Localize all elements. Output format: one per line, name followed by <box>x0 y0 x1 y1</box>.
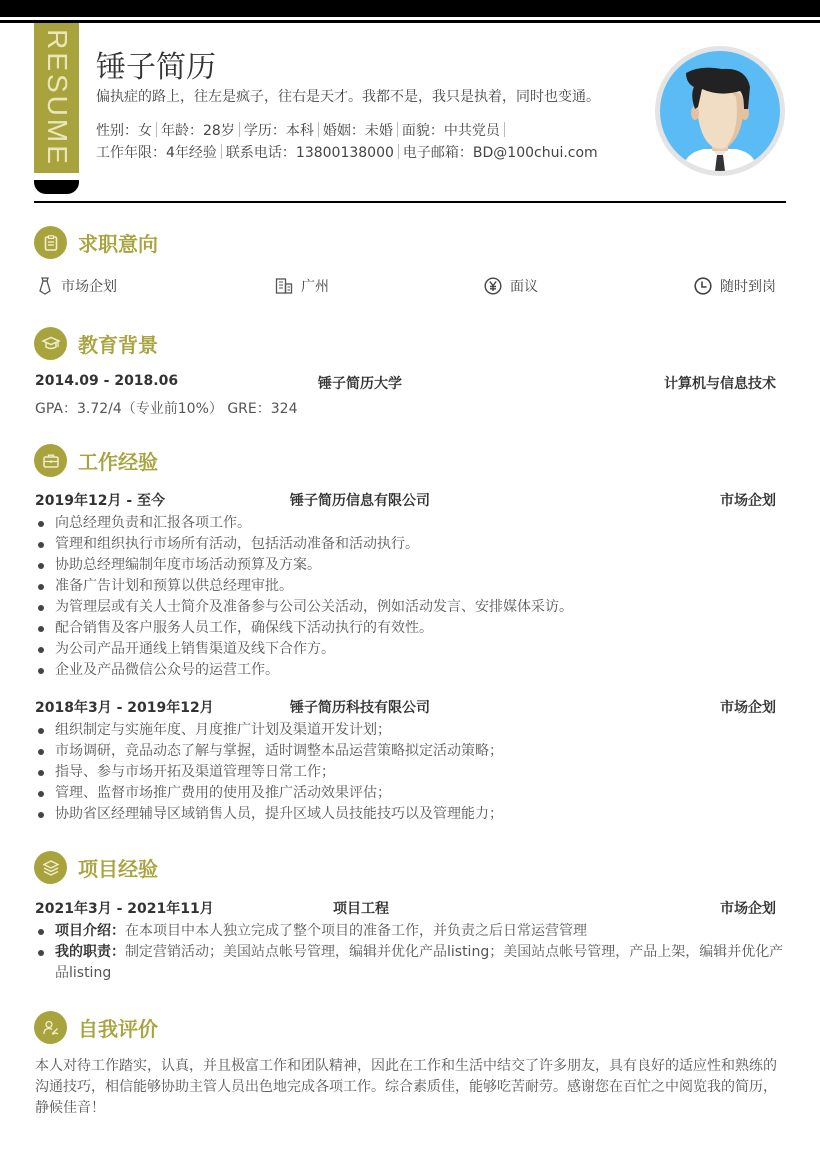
separator <box>156 122 157 137</box>
graduation-cap-icon <box>34 327 67 360</box>
avatar <box>655 46 785 176</box>
project-period: 2021年3月 - 2021年11月 <box>35 901 214 917</box>
project-name: 项目工程 <box>333 901 389 917</box>
header-divider <box>34 201 786 203</box>
project-details <box>35 921 785 984</box>
section-header-projects <box>34 851 158 884</box>
education-major: 计算机与信息技术 <box>664 376 776 392</box>
list-item: 为公司产品开通线上销售渠道及线下合作方。 <box>35 639 785 660</box>
education-entry-header <box>35 373 776 393</box>
list-item <box>35 921 785 942</box>
project-role: 市场企划 <box>720 901 776 917</box>
intent-position <box>37 276 117 296</box>
separator <box>504 122 505 137</box>
candidate-name: 锤子简历 <box>96 50 216 85</box>
list-item: 配合销售及客户服务人员工作，确保线下活动执行的有效性。 <box>35 618 785 639</box>
work-2-company: 锤子简历科技有限公司 <box>290 700 430 716</box>
education-detail: GPA：3.72/4（专业前10%） GRE：324 <box>35 401 298 417</box>
top-border-bar <box>0 0 820 17</box>
section-header-self-eval <box>34 1011 158 1044</box>
self-eval-text: 本人对待工作踏实，认真，并且极富工作和团队精神，因此在工作和生活中结交了许多朋友，具有良好的适应性和熟练的沟通技巧，相信能够协助主管人员出色地完成各项工作。综合素质佳，能够吃苦耐劳。感谢您在百忙之中阅览我的简历，静候佳音！ <box>35 1058 777 1116</box>
education-school: 锤子简历大学 <box>318 376 402 392</box>
work-2-period: 2018年3月 - 2019年12月 <box>35 700 214 716</box>
section-header-work <box>34 444 158 477</box>
list-item: 市场调研，竞品动态了解与掌握，适时调整本品运营策略拟定活动策略； <box>35 741 785 762</box>
info-education: 学历：本科 <box>243 123 314 139</box>
briefcase-icon <box>34 444 67 477</box>
list-item <box>35 942 785 984</box>
section-header-intent <box>34 226 158 259</box>
intent-position-label: 市场企划 <box>61 279 117 295</box>
personal-info-line-2 <box>96 142 598 162</box>
work-1-period: 2019年12月 - 至今 <box>35 493 166 509</box>
info-gender: 性别：女 <box>96 123 152 139</box>
section-title-intent: 求职意向 <box>78 232 158 256</box>
list-item: 协助总经理编制年度市场活动预算及方案。 <box>35 555 785 576</box>
intent-salary <box>484 276 538 296</box>
intent-availability-label: 随时到岗 <box>720 279 776 295</box>
avatar-person-icon <box>660 51 780 171</box>
list-item: 管理、监督市场推广费用的使用及推广活动效果评估； <box>35 783 785 804</box>
resume-tag-cap <box>34 180 79 194</box>
separator <box>239 122 240 137</box>
project-entry-header <box>35 898 776 918</box>
section-title-self-eval: 自我评价 <box>78 1017 158 1041</box>
intent-salary-label: 面议 <box>510 279 538 295</box>
section-title-work: 工作经验 <box>78 450 158 474</box>
list-item: 指导、参与市场开拓及渠道管理等日常工作； <box>35 762 785 783</box>
education-period: 2014.09 - 2018.06 <box>35 373 179 389</box>
project-duty-text: 制定营销活动；美国站点帐号管理，编辑并优化产品listing；美国站点帐号管理，产品上架，编辑并优化产品listing <box>55 944 784 981</box>
intent-availability <box>694 276 776 296</box>
list-item: 管理和组织执行市场所有活动，包括活动准备和活动执行。 <box>35 534 785 555</box>
work-1-duties <box>35 513 785 681</box>
separator <box>398 144 399 159</box>
separator <box>318 122 319 137</box>
resume-tag <box>34 23 79 173</box>
work-2-duties <box>35 720 785 825</box>
separator <box>397 122 398 137</box>
top-border-line <box>0 20 820 23</box>
list-item: 为管理层或有关人士简介及准备参与公司公关活动，例如活动发言、安排媒体采访。 <box>35 597 785 618</box>
intent-city-label: 广州 <box>301 279 329 295</box>
user-edit-icon <box>34 1011 67 1044</box>
info-email: 电子邮箱：BD@100chui.com <box>402 145 598 161</box>
list-item: 组织制定与实施年度、月度推广计划及渠道开发计划； <box>35 720 785 741</box>
list-item: 准备广告计划和预算以供总经理审批。 <box>35 576 785 597</box>
work-1-company: 锤子简历信息有限公司 <box>290 493 430 509</box>
resume-tag-label: RESUME <box>41 29 73 167</box>
yen-icon <box>484 277 502 295</box>
work-entry-2-header <box>35 697 776 717</box>
work-2-role: 市场企划 <box>720 700 776 716</box>
info-phone: 联系电话：13800138000 <box>225 145 394 161</box>
layers-icon <box>34 851 67 884</box>
project-duty-label: 我的职责： <box>55 944 125 960</box>
work-entry-1-header <box>35 490 776 510</box>
list-item: 企业及产品微信公众号的运营工作。 <box>35 660 785 681</box>
list-item: 协助省区经理辅导区域销售人员，提升区域人员技能技巧以及管理能力； <box>35 804 785 825</box>
info-experience: 工作年限：4年经验 <box>96 145 217 161</box>
project-intro-label: 项目介绍： <box>55 923 125 939</box>
project-intro-text: 在本项目中本人独立完成了整个项目的准备工作，并负责之后日常运营管理 <box>125 923 587 939</box>
tie-icon <box>37 277 53 295</box>
info-age: 年龄：28岁 <box>161 123 235 139</box>
work-1-role: 市场企划 <box>720 493 776 509</box>
personal-info-line-1 <box>96 120 509 140</box>
list-item: 向总经理负责和汇报各项工作。 <box>35 513 785 534</box>
building-icon <box>275 278 293 294</box>
info-political: 面貌：中共党员 <box>401 123 500 139</box>
motto: 偏执症的路上，往左是疯子，往右是天才。我都不是，我只是执着，同时也变通。 <box>96 89 600 105</box>
clock-icon <box>694 277 712 295</box>
section-title-projects: 项目经验 <box>78 857 158 881</box>
separator <box>221 144 222 159</box>
clipboard-icon <box>34 226 67 259</box>
intent-city <box>275 276 329 296</box>
info-marital: 婚姻：未婚 <box>322 123 393 139</box>
section-title-education: 教育背景 <box>78 333 158 357</box>
section-header-education <box>34 327 158 360</box>
